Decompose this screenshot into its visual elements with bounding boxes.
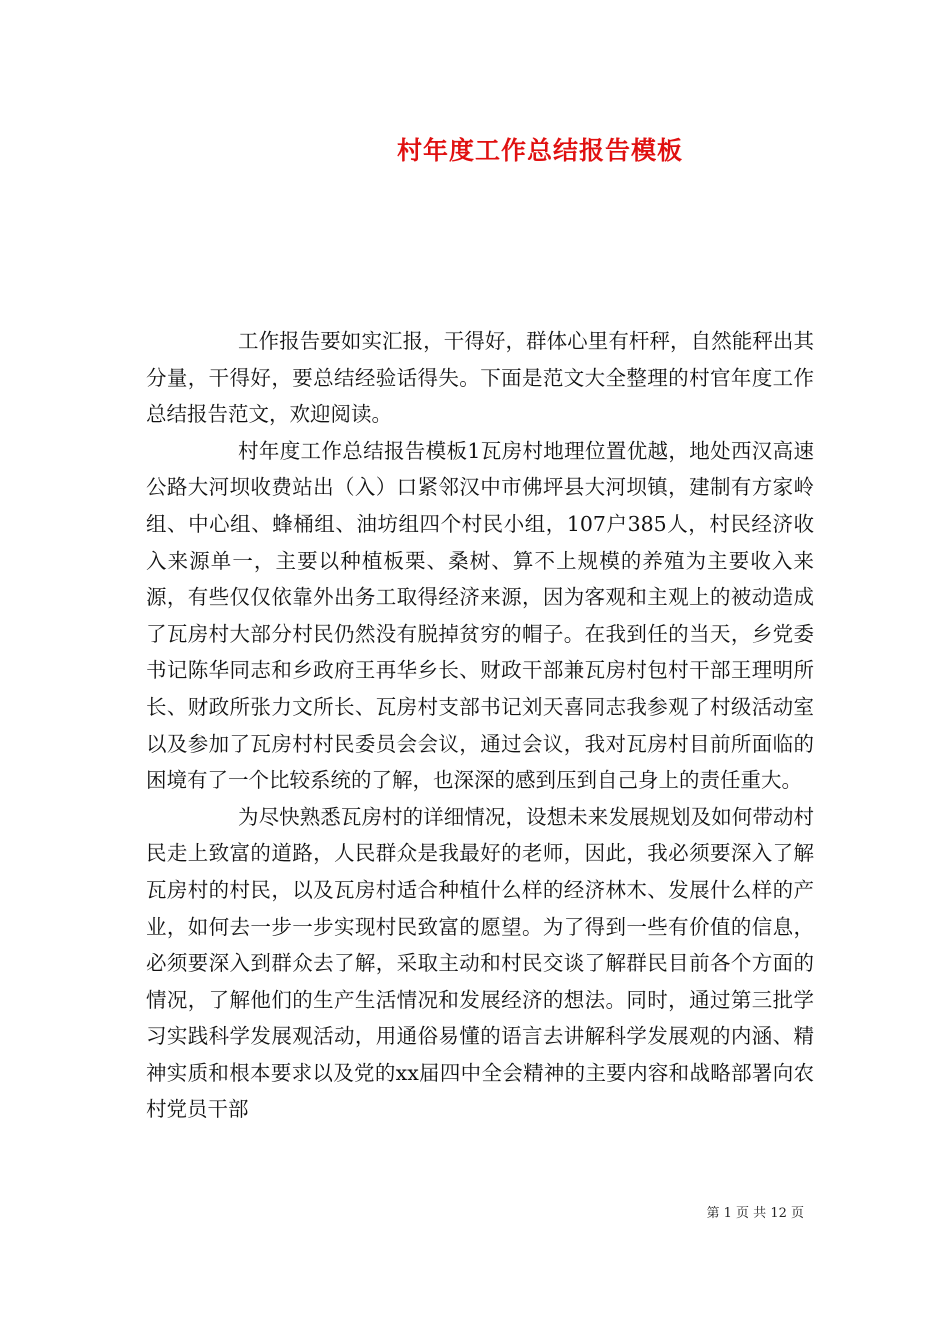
paragraph-template-1: 村年度工作总结报告模板1瓦房村地理位置优越，地处西汉高速公路大河坝收费站出（入）口紧邻汉中市佛坪县大河坝镇，建制有方家岭组、中心组、蜂桶组、油坊组四个村民小组，107户385人，村民经济收入来源单一，主要以种植板栗、桑树、算不上规模的养殖为主要收入来源，有些仅仅依靠外出务工取得经济来源，因为客观和主观上的被动造成了瓦房村大部分村民仍然没有脱掉贫穷的帽子。在我到任的当天，乡党委书记陈华同志和乡政府王再华乡长、财政干部兼瓦房村包村干部王理明所长、财政所张力文所长、瓦房村支部书记刘天喜同志我参观了村级活动室以及参加了瓦房村村民委员会会议，通过会议，我对瓦房村目前所面临的困境有了一个比较系统的了解，也深深的感到压到自己身上的责任重大。 — [146, 438, 814, 793]
paragraph-intro: 工作报告要如实汇报，干得好，群体心里有杆秤，自然能秤出其分量，干得好，要总结经验话得失。下面是范文大全整理的村官年度工作总结报告范文，欢迎阅读。 — [146, 329, 814, 427]
document-title: 村年度工作总结报告模板 — [396, 136, 683, 165]
paragraph-familiarize: 为尽快熟悉瓦房村的详细情况，设想未来发展规划及如何带动村民走上致富的道路，人民群众是我最好的老师，因此，我必须要深入了解瓦房村的村民，以及瓦房村适合种植什么样的经济林木、发展什么样的产业，如何去一步一步实现村民致富的愿望。为了得到一些有价值的信息，必须要深入到群众去了解，采取主动和村民交谈了解群民目前各个方面的情况，了解他们的生产生活情况和发展经济的想法。同时，通过第三批学习实践科学发展观活动，用通俗易懂的语言去讲解科学发展观的内涵、精神实质和根本要求以及党的xx届四中全会精神的主要内容和战略部署向农村党员干部 — [146, 804, 814, 1122]
document-body — [146, 323, 814, 1128]
page-number: 第 1 页 共 12 页 — [706, 1206, 804, 1221]
